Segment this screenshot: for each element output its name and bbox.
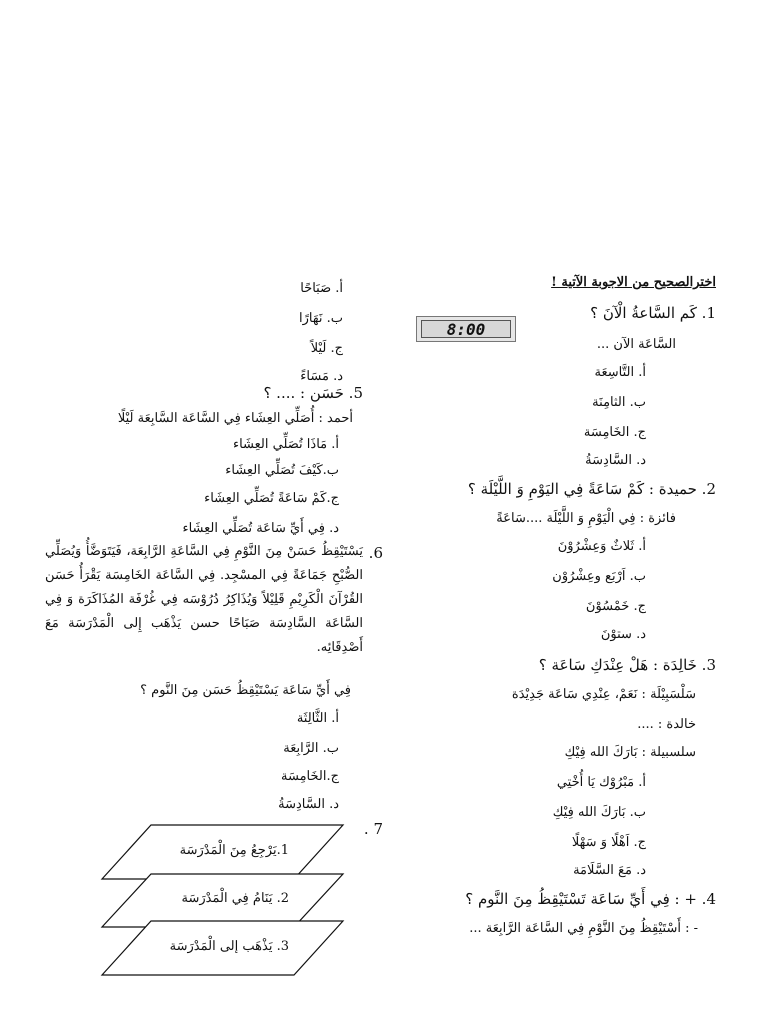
q2-option-d: د. ستوْنَ	[600, 627, 646, 642]
q4-option-b: ب. نَهَارًا	[299, 311, 343, 326]
q3-option-d: د. مَعَ السَّلَامَة	[573, 863, 646, 878]
q1-option-d: د. السَّادِسَةُ	[585, 453, 646, 468]
q3-line-3: خالدة : ....	[637, 717, 696, 732]
q1-option-c: ج. الخَامِسَة	[583, 425, 646, 440]
q6-question: فِي أَيِّ سَاعَة يَسْتَيْقِظُ حَسَن مِنَ النَّوم ؟	[140, 683, 351, 698]
q4-option-d: د. مَسَاءً	[300, 369, 343, 384]
clock-display: 8:00	[421, 320, 511, 338]
q7-box-3-label: 3. يَذْهَب إلى الْمَدْرَسَة	[169, 939, 289, 954]
q3-option-a: أ. مَبْرُوْك يَا أُخْتِي	[556, 775, 646, 790]
q5-option-b: ب.كَيْفَ تُصَلِّي العِشَاء	[225, 463, 339, 478]
q2-option-b: ب. اَرْبَع وعِشْرُوْن	[552, 569, 646, 584]
q4-option-a: أ. صَبَاحًا	[300, 281, 343, 296]
q6-paragraph: يَسْتَيْقِظُ حَسَنْ مِنَ النَّوْمِ فِي السَّاعَةِ الرَّابِعَة، فَيَتَوَضَّأُ وَيُصَلِّي الصُّبْحِ جَمَاعَةً فِي المسْجِد. فِي السَّاعَة الخَامِسَة يَقْرَأُ حَسَن القُرْآنَ الْكَرِيْمِ قَلِيْلاً وَيُذَاكِرُ دُرُوْسَه فِي غُرْفَة المُذَاكَرَة وَ فِي السَّاعَة السَّادِسَة صَبَاحًا حسن يَذْهَب إِلى الْمَدْرَسَة مَعَ أَصْدِقَائِه.	[45, 544, 363, 655]
q3-option-c: ج. اَهْلًا وَ سَهْلًا	[571, 835, 646, 850]
question-6-number: 6.	[368, 544, 383, 562]
q6-option-c: ج.الخَامِسَة	[281, 769, 339, 784]
q3-option-b: ب. بَارَكَ الله فِيْكِ	[552, 805, 646, 820]
q2-option-a: أ. ثَلاثٌ وَعِشْرُوْنَ	[557, 539, 646, 554]
q5-option-d: د. فِي أَيِّ سَاعَة تُصَلِّي العِشَاء	[182, 521, 339, 536]
q1-stem: السَّاعَة الآن ...	[596, 337, 676, 352]
question-1: 1. كَم السَّاعةُ الْآنَ ؟	[590, 304, 716, 322]
q4-option-c: ج. لَيْلاً	[310, 341, 343, 356]
q2-option-c: ج. خَمْسُوْنَ	[585, 599, 646, 614]
question-3: 3. خَالِدَة : هَلْ عِنْدَكِ سَاعَة ؟	[538, 656, 716, 674]
q6-option-d: د. السَّادِسَةُ	[278, 797, 339, 812]
q3-line-2: سَلْسَبِيْلَة : نَعَمْ، عِنْدِي سَاعَة جَدِيْدَة	[511, 687, 696, 702]
q3-line-4: سلسبيلة : بَارَكَ الله فِيْكِ	[564, 745, 696, 760]
q1-option-a: أ. التَّاسِعَة	[594, 365, 646, 380]
question-7-number: 7 .	[363, 820, 383, 838]
instruction-heading: اخترالصحيح من الاجوبة الآتية !	[551, 275, 716, 290]
q5-line-2: أحمد : أُصَلِّي العِشَاء فِي السَّاعَة السَّابِعَة لَيْلًا	[117, 411, 353, 426]
question-4: 4. + : فِي أَيِّ سَاعَة تَسْتَيْقِظُ مِنَ النَّوم ؟	[465, 890, 716, 908]
question-2: 2. حميدة : كَمْ سَاعَةً فِي اليَوْمِ وَ اللَّيْلَة ؟	[467, 480, 716, 498]
question-5: 5. حَسَن : .... ؟	[263, 384, 363, 402]
q7-box-2-label: 2. يَنَامُ فِي الْمَدْرَسَة	[181, 891, 289, 906]
q1-option-b: ب. الثامِنَة	[592, 395, 646, 410]
q5-option-c: ج.كَمْ سَاعَةً تُصَلِّي العِشَاء	[204, 491, 339, 506]
q6-option-b: ب. الرَّابِعَة	[283, 741, 339, 756]
q5-option-a: أ. مَاذَا تُصَلِّي العِشَاء	[232, 437, 339, 452]
q4-answer: - : أَسْتَيْقِظُ مِنَ النَّوْمِ فِي السَّاعَة الرَّابِعَة ...	[469, 921, 698, 936]
q2-stem: فائزة : فِي الْيَوْمِ وَ اللَّيْلَة ....سَاعَةً	[496, 511, 676, 526]
q7-box-1-label: 1.يَرْجِعُ مِنَ الْمَدْرَسَة	[179, 843, 289, 858]
q6-option-a: أ. الثَّالِثَة	[296, 711, 339, 726]
